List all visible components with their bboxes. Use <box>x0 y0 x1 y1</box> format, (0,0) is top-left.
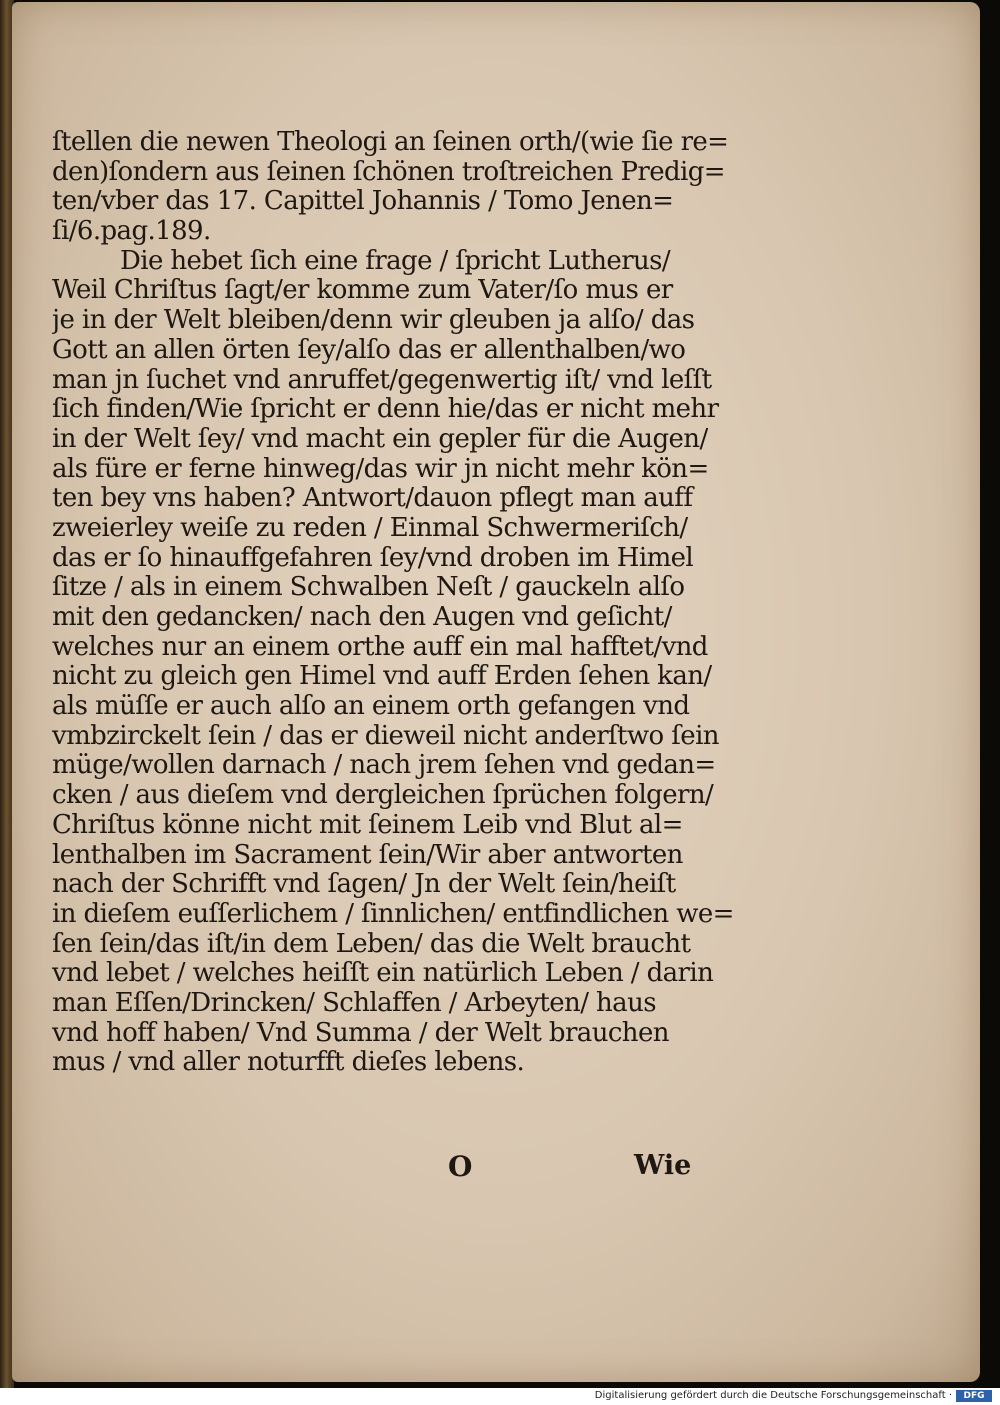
text-line: ſich finden/Wie ſpricht er denn hie/das er nicht mehr <box>52 395 719 425</box>
text-line: welches nur an einem orthe auff ein mal hafftet/vnd <box>52 632 708 662</box>
text-line: vnd lebet / welches heiſſt ein natürlich Leben / darin <box>52 959 714 989</box>
text-line: vnd hoff haben/ Vnd Summa / der Welt brauchen <box>52 1018 669 1048</box>
text-line: ſen ſein/das iſt/in dem Leben/ das die Welt braucht <box>52 929 691 959</box>
text-line: den)ſondern aus ſeinen ſchönen troſtreichen Predig= <box>52 157 725 187</box>
text-line: als müſſe er auch alſo an einem orth gefangen vnd <box>52 692 690 722</box>
signature-mark: O <box>448 1150 473 1183</box>
text-line: das er ſo hinauffgefahren ſey/vnd droben im Himel <box>52 543 694 573</box>
text-line: als füre er ferne hinweg/das wir jn nicht mehr kön= <box>52 454 709 484</box>
body-text <box>52 128 742 1078</box>
text-line: mus / vnd aller noturfft dieſes lebens. <box>52 1048 525 1078</box>
text-line: in der Welt ſey/ vnd macht ein gepler für die Augen/ <box>52 424 708 454</box>
dfg-logo: DFG <box>956 1390 992 1402</box>
text-line: ſitze / als in einem Schwalben Neſt / gauckeln alſo <box>52 573 685 603</box>
text-line: müge/wollen darnach / nach jrem ſehen vnd gedan= <box>52 751 716 781</box>
catchword: Wie <box>634 1150 692 1181</box>
text-line: Chriſtus könne nicht mit ſeinem Leib vnd Blut al= <box>52 810 683 840</box>
text-line: ten/vber das 17. Capittel Johannis / Tomo Jenen= <box>52 187 674 217</box>
text-line: Gott an allen örten ſey/alſo das er allenthalben/wo <box>52 335 686 365</box>
text-line: ſi/6.pag.189. <box>52 217 211 247</box>
text-line: nicht zu gleich gen Himel vnd auff Erden ſehen kan/ <box>52 662 712 692</box>
text-line: man jn ſuchet vnd anruffet/gegenwertig iſt/ vnd leſſt <box>52 365 712 395</box>
text-line: man Eſſen/Drincken/ Schlaffen / Arbeyten/ haus <box>52 988 656 1018</box>
text-line: mit den gedancken/ nach den Augen vnd geſicht/ <box>52 603 672 632</box>
funding-notice: Digitalisierung gefördert durch die Deutsche Forschungsgemeinschaft · <box>594 1390 952 1401</box>
text-line: Weil Chriſtus ſagt/er komme zum Vater/ſo mus er <box>52 276 673 306</box>
text-line: nach der Schrifft vnd ſagen/ Jn der Welt ſein/heiſt <box>52 870 676 900</box>
text-line: lenthalben im Sacrament ſein/Wir aber antworten <box>52 840 683 870</box>
footer-bar <box>0 1388 1000 1405</box>
text-line: je in der Welt bleiben/denn wir gleuben ja alſo/ das <box>52 306 695 336</box>
text-line: ſtellen die newen Theologi an ſeinen orth/(wie ſie re= <box>52 128 729 157</box>
text-line: vmbzirckelt ſein / das er dieweil nicht anderſtwo ſein <box>52 721 719 751</box>
text-line: zweierley weiſe zu reden / Einmal Schwermeriſch/ <box>52 513 688 543</box>
text-line: in dieſem euſſerlichem / ſinnlichen/ entfindlichen we= <box>52 899 734 929</box>
text-line: Die hebet ſich eine frage / ſpricht Lutherus/ <box>120 246 671 276</box>
text-line: cken / aus dieſem vnd dergleichen ſprüchen folgern/ <box>52 781 714 811</box>
text-line: ten bey vns haben? Antwort/dauon pflegt man auff <box>52 484 693 514</box>
